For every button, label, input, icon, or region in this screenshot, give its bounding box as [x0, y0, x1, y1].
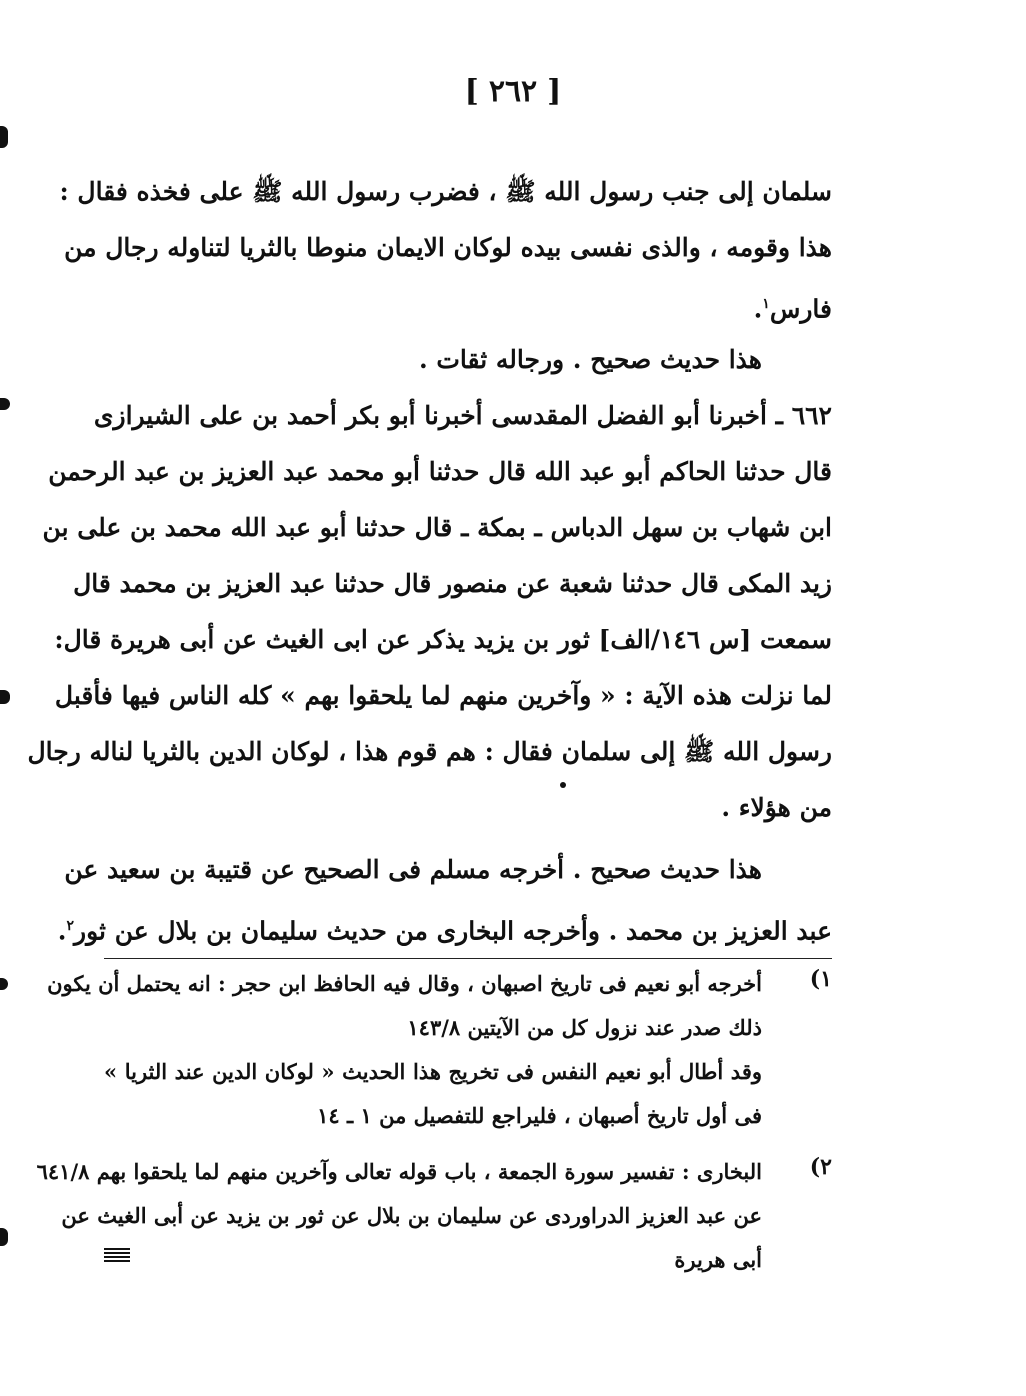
scan-mark-edge-5 — [0, 1228, 8, 1246]
footnote-2-number: ٢) — [809, 1154, 832, 1180]
footnote-1-line-2: ذلك صدر عند نزول كل من الآيتين ١٤٣/٨ — [407, 1015, 762, 1040]
text-line-14: عبد العزيز بن محمد . وأخرجه البخارى من حديث سليمان بن بلال عن ثور$^٢$. — [57, 916, 832, 946]
text-line-1: سلمان إلى جنب رسول الله ﷺ ، فضرب رسول الله ﷺ على فخذه فقال : — [59, 177, 832, 206]
scan-mark-edge-2 — [0, 398, 10, 410]
bracket-right: [ — [547, 74, 562, 109]
footnote-ref-1: ١ — [762, 296, 770, 312]
footnote-1-line-4: فى أول تاريخ أصبهان ، فليراجع للتفصيل من ١ ـ ١٤ — [317, 1103, 762, 1128]
scan-mark-bottom — [104, 1248, 130, 1262]
text-line-9: سمعت [س ١٤٦/الف] ثور بن يزيد يذكر عن ابى الغيث عن أبى هريرة قال: — [54, 625, 832, 654]
text-line-8: زيد المكى قال حدثنا شعبة عن منصور قال حدثنا عبد العزيز بن محمد قال — [73, 569, 832, 598]
text-line-2: هذا وقومه ، والذى نفسى بيده لوكان الايمان منوطا بالثريا لتناوله رجال من — [64, 233, 832, 262]
text-line-11: رسول الله ﷺ إلى سلمان فقال : هم قوم هذا ، لوكان الدين بالثريا لناله رجال — [27, 737, 832, 766]
text-line-3: فارس$^١$. — [753, 294, 832, 324]
scan-mark-edge-3 — [0, 690, 10, 704]
text-line-6: قال حدثنا الحاكم أبو عبد الله قال حدثنا أبو محمد عبد العزيز بن عبد الرحمن — [48, 457, 832, 486]
footnote-2 — [36, 1154, 832, 1294]
footnote-ref-2: ٢ — [66, 918, 75, 934]
footnote-1 — [47, 966, 832, 1146]
footnote-2-line-3: أبى هريرة — [674, 1247, 762, 1272]
text-line-12: من هؤلاء . — [721, 793, 832, 822]
footnote-1-line-1: أخرجه أبو نعيم فى تاريخ اصبهان ، وقال فيه الحافظ ابن حجر : انه يحتمل أن يكون — [47, 971, 762, 996]
text-line-4: هذا حديث صحيح . ورجاله ثقات . — [418, 345, 762, 374]
text-line-13: هذا حديث صحيح . أخرجه مسلم فى الصحيح عن قتيبة بن سعيد عن — [64, 855, 762, 884]
scan-mark-edge-4 — [0, 978, 8, 990]
footnote-1-number: ١) — [809, 966, 832, 992]
text-line-14-content: عبد العزيز بن محمد . وأخرجه البخارى من حديث سليمان بن بلال عن ثور — [74, 916, 832, 946]
text-line-7: ابن شهاب بن سهل الدباس ـ بمكة ـ قال حدثنا أبو عبد الله محمد بن على بن — [42, 513, 832, 542]
page-number: ٢٦٢ — [488, 74, 538, 109]
page-header — [0, 74, 1026, 109]
footnote-2-line-2: عن عبد العزيز الدراوردى عن سليمان بن بلال عن ثور بن يزيد عن أبى الغيث عن — [61, 1203, 762, 1228]
footnote-divider — [104, 958, 832, 959]
scan-mark-dot — [560, 782, 566, 788]
footnote-1-line-3: وقد أطال أبو نعيم النفس فى تخريج هذا الحديث « لوكان الدين عند الثريا » — [104, 1059, 762, 1084]
footnote-2-line-1: البخارى : تفسير سورة الجمعة ، باب قوله تعالى وآخرين منهم لما يلحقوا بهم ٦٤١/٨ — [36, 1159, 762, 1184]
scan-mark-edge-1 — [0, 126, 8, 148]
main-text — [27, 172, 832, 952]
text-line-5: ٦٦٢ ـ أخبرنا أبو الفضل المقدسى أخبرنا أبو بكر أحمد بن على الشيرازى — [93, 401, 832, 430]
text-line-3-content: فارس — [769, 294, 832, 324]
bracket-left: ] — [464, 74, 479, 109]
text-line-10: لما نزلت هذه الآية : « وآخرين منهم لما يلحقوا بهم » كله الناس فيها فأقبل — [54, 681, 832, 710]
